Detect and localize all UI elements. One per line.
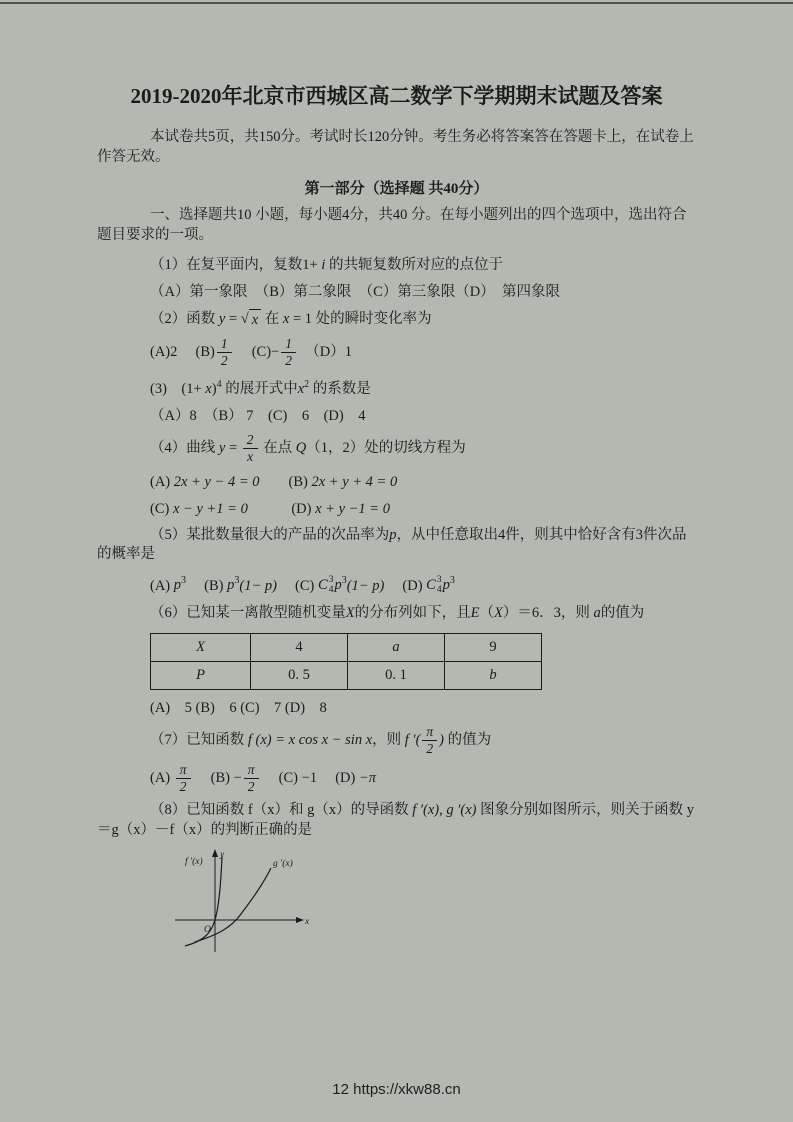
text-run: ）＝6．3，则 [502, 604, 594, 621]
table-cell: 0. 1 [348, 661, 445, 689]
math-text: f ′( [404, 731, 421, 748]
exam-notes: 本试卷共5页，共150分。考试时长120分钟。考生务必将答案答在答题卡上，在试卷上作答无效。 [97, 129, 694, 165]
text-run: 图象分别如图所示，则关于函数 y＝g（x）－f（x）的判断正确的是 [97, 802, 695, 838]
power-term: $p^3$ [334, 575, 347, 594]
question-5 [97, 526, 696, 596]
math-text: a [593, 604, 601, 621]
question-2 [97, 309, 696, 368]
math-text: Q [295, 440, 307, 457]
question-8 [97, 801, 696, 961]
part1-header: 第一部分（选择题 共40分） [304, 181, 489, 197]
q7-stem [97, 725, 696, 756]
scan-top-edge [0, 2, 793, 4]
part1-instructions: 一、选择题共10 小题，每小题4分，共40 分。在每小题列出的四个选项中，选出符合题目要求的一项。 [97, 207, 687, 243]
table-cell: X [151, 633, 251, 661]
math-text: X [493, 604, 503, 621]
text-run: (B) [259, 473, 312, 490]
q1-options [97, 282, 696, 302]
q5-options [97, 572, 696, 596]
text-run: （6）已知某一离散型随机变量 [150, 604, 346, 621]
text-run: (A)2 (B) [150, 344, 215, 360]
question-4 [97, 433, 696, 518]
math-text: ) [439, 731, 445, 748]
table-cell: 4 [251, 633, 348, 661]
q7-options [97, 763, 696, 794]
text-run: (D) [247, 500, 316, 517]
text-run: 的系数是 [309, 381, 371, 398]
text-run: (B) − [192, 770, 242, 787]
question-6 [97, 603, 696, 718]
text-run: （A）第一象限 （B）第二象限 （C）第三象限（D） 第四象限 [150, 284, 561, 300]
text-run: (C) [150, 500, 173, 517]
combination-symbol: C 3 4 [426, 574, 442, 596]
math-text: y [218, 440, 226, 457]
fraction: $\frac{1}{2}$ [281, 337, 296, 368]
math-text: 2x + y + 4 = 0 [311, 473, 398, 490]
fraction: $\frac{2}{x}$ [243, 433, 258, 464]
table-row-x [151, 633, 542, 661]
page-title: 2019-2020年北京市西城区高二数学下学期期末试题及答案 [130, 84, 663, 108]
text-run: (C) −1 (D) [260, 770, 359, 787]
y-axis-label: y [220, 850, 225, 861]
math-text: x [282, 311, 290, 327]
math-text: y [218, 311, 226, 327]
power-term: $p^3$ [442, 575, 455, 594]
q2-options [97, 337, 696, 368]
math-text: −π [358, 770, 377, 787]
text-run: 的展开式中 [221, 381, 298, 398]
page-footer: 12 https://xkw88.cn [332, 1081, 461, 1098]
fraction: $\frac{1}{2}$ [217, 337, 232, 368]
text-run: （ [479, 604, 494, 621]
text-run: （2）函数 [150, 311, 219, 327]
math-text: E [470, 604, 480, 621]
question-7 [97, 725, 696, 795]
text-run: ) [211, 381, 217, 398]
text-run: ，从中任意取出4件，则其中恰好含有3件次品的概率是 [97, 526, 687, 563]
q3-options [97, 406, 696, 426]
text-run: = [225, 440, 241, 457]
text-run: （8）已知函数 f（x）和 g（x）的导函数 [150, 802, 413, 819]
math-text: x − y +1 = 0 [172, 500, 248, 517]
q8-stem [97, 801, 696, 840]
text-run: 在 [261, 311, 283, 327]
combination-symbol: C 3 4 [318, 574, 334, 596]
text-run: （4）曲线 [150, 440, 219, 457]
origin-label: O [204, 925, 211, 936]
math-text: (1− p) [239, 577, 277, 594]
math-text: x + y −1 = 0 [315, 500, 390, 517]
text-run: （A）8 （B） 7 (C) 6 (D) 4 [150, 408, 366, 425]
x-axis-label: x [305, 917, 310, 928]
table-row-p [151, 661, 542, 689]
text-run: (3) (1+ [150, 381, 206, 398]
superscript: 2 [304, 379, 310, 391]
q4-options-cd [97, 499, 696, 519]
text-run: (A) [150, 770, 174, 787]
fraction: $\frac{\pi}{2}$ [244, 763, 259, 794]
text-run: (B) [186, 577, 228, 594]
q3-stem [97, 375, 696, 399]
math-text: f ′(x), g ′(x) [412, 802, 477, 819]
x-axis-arrow [296, 917, 304, 923]
q1-stem [97, 255, 696, 275]
q5-stem [97, 526, 696, 565]
math-text: x [297, 381, 305, 398]
math-text: 2x + y − 4 = 0 [173, 473, 260, 490]
text-run: (C)− [233, 344, 280, 360]
q4-options-ab [97, 472, 696, 492]
text-run: ，则 [372, 731, 405, 748]
g-prime-label: g ′(x) [273, 859, 293, 870]
table-cell: a [348, 633, 445, 661]
text-run: = 1 处的瞬时变化率为 [289, 311, 432, 327]
table-cell: P [151, 661, 251, 689]
question-3 [97, 375, 696, 426]
fraction: $\frac{\pi}{2}$ [176, 763, 191, 794]
y-axis-arrow [212, 849, 218, 857]
math-text: p [389, 526, 397, 543]
math-text: x [205, 381, 212, 398]
text-run: (C) [276, 577, 319, 594]
power-term: $p^3$ [227, 575, 240, 594]
table-cell: 0. 5 [251, 661, 348, 689]
q6-stem [97, 603, 696, 623]
text-run: (A) [150, 577, 174, 594]
math-text: i [321, 257, 326, 273]
text-run: （D）1 [297, 344, 352, 360]
text-run: 的共轭复数所对应的点位于 [325, 257, 503, 273]
text-run: 的值为 [444, 731, 492, 748]
text-run: （1）在复平面内，复数1+ [150, 257, 322, 273]
text-run: （7）已知函数 [150, 731, 248, 748]
table-cell: b [445, 661, 542, 689]
math-text: (1− p) [346, 577, 385, 594]
q6-options [97, 698, 696, 718]
text-run: 的分布列如下，且 [354, 604, 471, 621]
table-cell: 9 [445, 633, 542, 661]
math-text: X [345, 604, 355, 621]
fraction: $\frac{\pi}{2}$ [422, 725, 437, 756]
text-run: = [225, 311, 241, 327]
superscript: 4 [216, 379, 222, 391]
power-term: $p^3$ [173, 575, 187, 594]
q2-stem [97, 309, 696, 330]
q8-figure [167, 844, 696, 961]
text-run: 的值为 [600, 604, 645, 621]
square-root: √ x [241, 309, 261, 330]
math-text: f (x) = x cos x − sin x [247, 731, 373, 748]
q4-stem [97, 433, 696, 464]
f-prime-label: f ′(x) [185, 857, 203, 868]
text-run: 在点 [259, 440, 296, 457]
text-run: (A) [150, 473, 174, 490]
text-run: （5）某批数量很大的产品的次品率为 [150, 526, 390, 543]
question-1 [97, 255, 696, 302]
derivative-graphs [167, 844, 317, 956]
distribution-table [150, 633, 542, 690]
text-run: （1，2）处的切线方程为 [306, 440, 466, 457]
text-run: (A) 5 (B) 6 (C) 7 (D) 8 [150, 699, 327, 716]
text-run: (D) [384, 577, 427, 594]
